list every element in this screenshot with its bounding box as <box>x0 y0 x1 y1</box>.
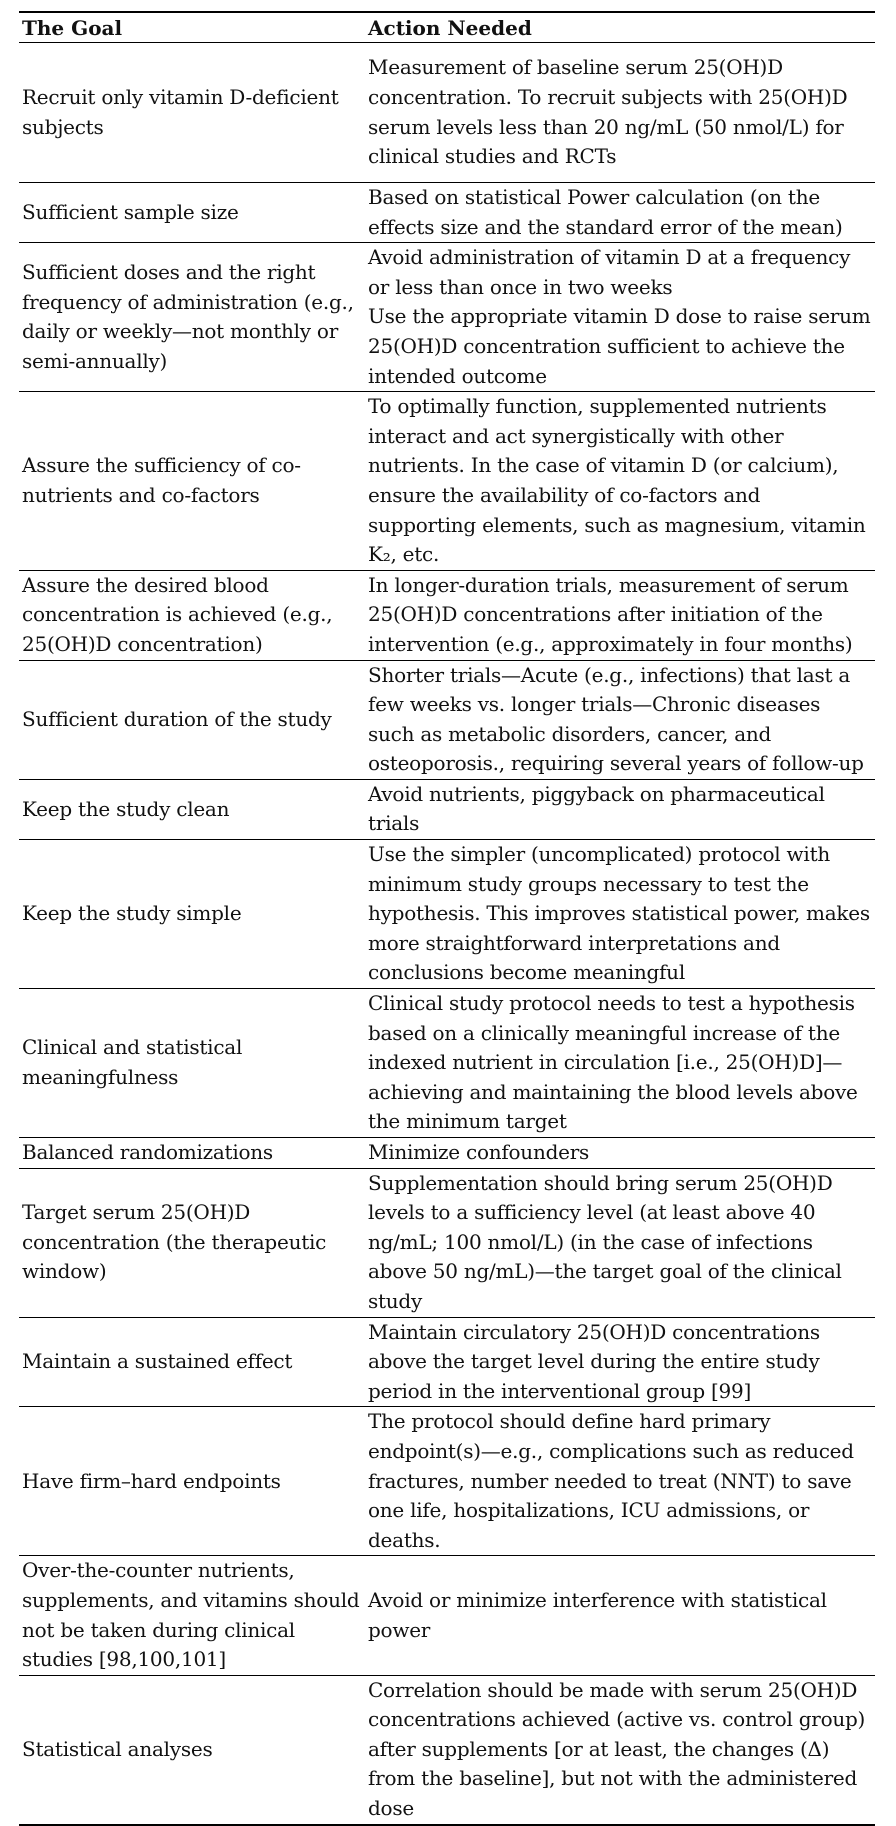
action-cell <box>365 779 875 839</box>
goal-cell: Over-the-counter nutrients, supplements, and vitamins should not be taken during clinical studies [98,100,101] <box>19 1556 365 1675</box>
table-row <box>19 43 875 183</box>
goal-cell: Keep the study simple <box>19 840 365 989</box>
table-row <box>19 1407 875 1556</box>
goal-cell: Target serum 25(OH)D concentration (the therapeutic window) <box>19 1168 365 1317</box>
action-text: Use the simpler (uncomplicated) protocol with minimum study groups necessary to test the hypothesis. This improves statistical power, makes more straightforward interpretations and conclusions become meaningful <box>368 842 870 985</box>
table-row <box>19 1168 875 1317</box>
table-row <box>19 660 875 779</box>
action-text: Based on statistical Power calculation (on the effects size and the standard error of the mean) <box>368 185 843 239</box>
action-text: Supplementation should bring serum 25(OH)D levels to a sufficiency level (at least above 40 ng/mL; 100 nmol/L) (in the case of infections above 50 ng/mL)—the target goal of the clinical study <box>368 1170 842 1313</box>
header-action: Action Needed <box>365 12 875 43</box>
table-row <box>19 1317 875 1407</box>
goal-cell: Have firm–hard endpoints <box>19 1407 365 1556</box>
goal-cell: Assure the sufficiency of co-nutrients and co-factors <box>19 392 365 571</box>
action-cell <box>365 570 875 660</box>
goal-cell: Recruit only vitamin D-deficient subjects <box>19 43 365 183</box>
table-row <box>19 1675 875 1824</box>
action-cell <box>365 1168 875 1317</box>
header-goal: The Goal <box>19 12 365 43</box>
action-text: Maintain circulatory 25(OH)D concentrations above the target level during the entire study period in the interventional group [99] <box>368 1319 820 1403</box>
action-text: Clinical study protocol needs to test a hypothesis based on a clinically meaningful increase of the indexed nutrient in circulation [i.e., 25(OH)D]—achieving and maintaining the blood levels above the minimum target <box>368 991 858 1134</box>
table-row <box>19 989 875 1138</box>
goal-cell: Keep the study clean <box>19 779 365 839</box>
action-cell <box>365 1675 875 1824</box>
table-header <box>19 12 875 43</box>
action-cell <box>365 840 875 989</box>
goal-cell: Assure the desired blood concentration is achieved (e.g., 25(OH)D concentration) <box>19 570 365 660</box>
action-cell <box>365 989 875 1138</box>
action-cell <box>365 1317 875 1407</box>
goal-cell: Sufficient duration of the study <box>19 660 365 779</box>
goal-cell: Balanced randomizations <box>19 1138 365 1169</box>
table-row <box>19 840 875 989</box>
action-text: Correlation should be made with serum 25(OH)D concentrations achieved (active vs. control group) after supplements [or at least, the changes (Δ) from the baseline], but not with the administered dose <box>368 1677 866 1821</box>
table-row <box>19 570 875 660</box>
table-row <box>19 779 875 839</box>
action-text: Use the appropriate vitamin D dose to raise serum 25(OH)D concentration sufficient to achieve the intended outcome <box>368 304 871 388</box>
goals-table <box>19 11 875 1826</box>
action-text: Avoid administration of vitamin D at a frequency or less than once in two weeks <box>368 245 851 299</box>
goal-cell: Statistical analyses <box>19 1675 365 1824</box>
action-text: Measurement of baseline serum 25(OH)D concentration. To recruit subjects with 25(OH)D serum levels less than 20 ng/mL (50 nmol/L) for clinical studies and RCTs <box>368 55 848 169</box>
table-row <box>19 1556 875 1675</box>
action-cell <box>365 392 875 571</box>
action-text: To optimally function, supplemented nutrients interact and act synergistically with other nutrients. In the case of vitamin D (or calcium), ensure the availability of co-factors and supporting elements, such as magnesium, vitamin K₂, etc. <box>368 394 866 567</box>
action-cell <box>365 660 875 779</box>
table-row <box>19 1138 875 1169</box>
table-body <box>19 43 875 1825</box>
action-cell <box>365 1138 875 1169</box>
action-text: Avoid nutrients, piggyback on pharmaceutical trials <box>368 781 825 836</box>
action-text: Minimize confounders <box>368 1140 590 1164</box>
action-text: In longer-duration trials, measurement of serum 25(OH)D concentrations after initiation of the intervention (e.g., approximately in four months) <box>368 572 853 656</box>
goal-cell: Clinical and statistical meaningfulness <box>19 989 365 1138</box>
action-text: Avoid or minimize interference with statistical power <box>368 1587 827 1642</box>
goal-cell: Sufficient sample size <box>19 183 365 243</box>
table-row <box>19 243 875 392</box>
action-cell <box>365 1556 875 1675</box>
action-text: The protocol should define hard primary endpoint(s)—e.g., complications such as reduced fractures, number needed to treat (NNT) to save one life, hospitalizations, ICU admissions, or deaths. <box>368 1409 854 1552</box>
goal-cell: Maintain a sustained effect <box>19 1317 365 1407</box>
action-text: Shorter trials—Acute (e.g., infections) that last a few weeks vs. longer trials—Chronic diseases such as metabolic disorders, cancer, and osteoporosis., requiring several years of follow-up <box>368 662 864 776</box>
action-cell <box>365 183 875 243</box>
goal-cell: Sufficient doses and the right frequency of administration (e.g., daily or weekly—not monthly or semi-annually) <box>19 243 365 392</box>
table-row <box>19 392 875 571</box>
action-cell <box>365 43 875 183</box>
header-row <box>19 12 875 43</box>
table-row <box>19 183 875 243</box>
action-cell <box>365 243 875 392</box>
action-cell <box>365 1407 875 1556</box>
